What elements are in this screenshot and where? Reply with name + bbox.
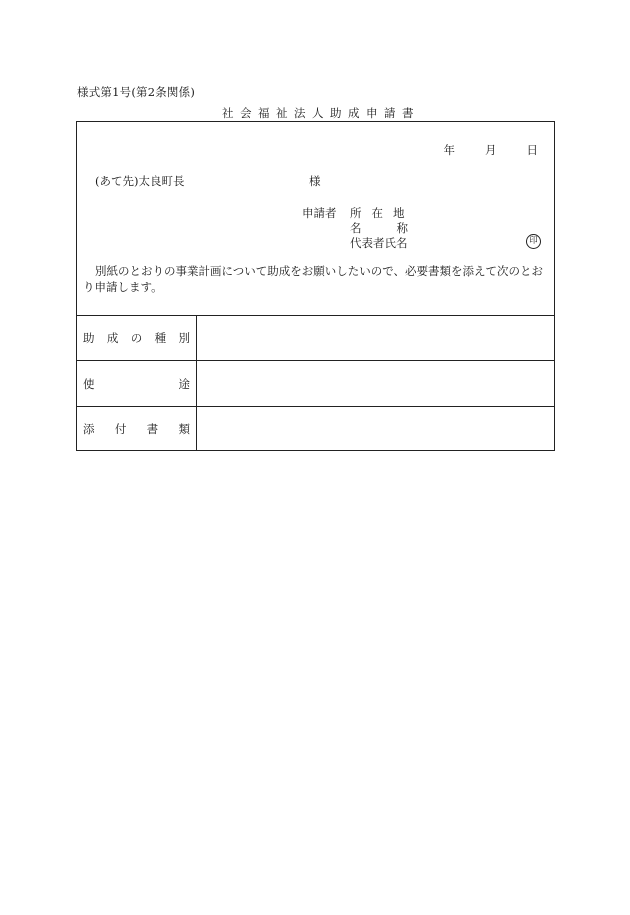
application-statement: 別紙のとおりの事業計画について助成をお願いしたいので、必要書類を添えて次のとおり申請します。 [83, 264, 544, 294]
label-char: 使 [83, 376, 95, 391]
label-char: 付 [114, 422, 127, 436]
label-char: の [130, 330, 143, 345]
form-header-section [77, 122, 554, 316]
label-char: 類 [178, 422, 190, 436]
row-attachments [77, 407, 554, 451]
usage-field[interactable] [197, 361, 554, 406]
label-char: 別 [178, 330, 190, 345]
date-day-label: 日 [526, 143, 538, 157]
row-label-text [83, 376, 190, 392]
row-label-text [83, 330, 190, 346]
row-subsidy-type [77, 315, 554, 361]
application-form [76, 121, 555, 451]
date-line [444, 142, 539, 158]
representative-label: 代表者氏名 [350, 236, 408, 250]
row-label-text [83, 421, 190, 437]
form-number: 様式第1号(第2条関係) [77, 85, 196, 99]
seal-mark: 印 [526, 234, 541, 249]
address-label: 所在地 [350, 206, 415, 220]
form-title: 社会福祉法人助成申請書 [222, 106, 420, 120]
label-char: 助 [83, 330, 95, 345]
row-label [77, 361, 197, 406]
subsidy-type-field[interactable] [197, 315, 554, 360]
label-char: 途 [178, 376, 190, 391]
date-year-label: 年 [443, 143, 455, 157]
label-char: 成 [106, 330, 119, 345]
row-label [77, 407, 197, 451]
honorific: 様 [309, 174, 321, 188]
label-char: 書 [146, 422, 159, 436]
addressee: (あて先)太良町長 [95, 174, 185, 188]
label-char: 添 [83, 422, 95, 436]
row-label [77, 315, 197, 360]
name-label: 名称 [350, 221, 443, 235]
attachments-field[interactable] [197, 407, 554, 451]
date-month-label: 月 [485, 143, 497, 157]
applicant-label: 申請者 [302, 206, 337, 220]
label-char: 種 [154, 330, 167, 345]
row-usage [77, 361, 554, 407]
